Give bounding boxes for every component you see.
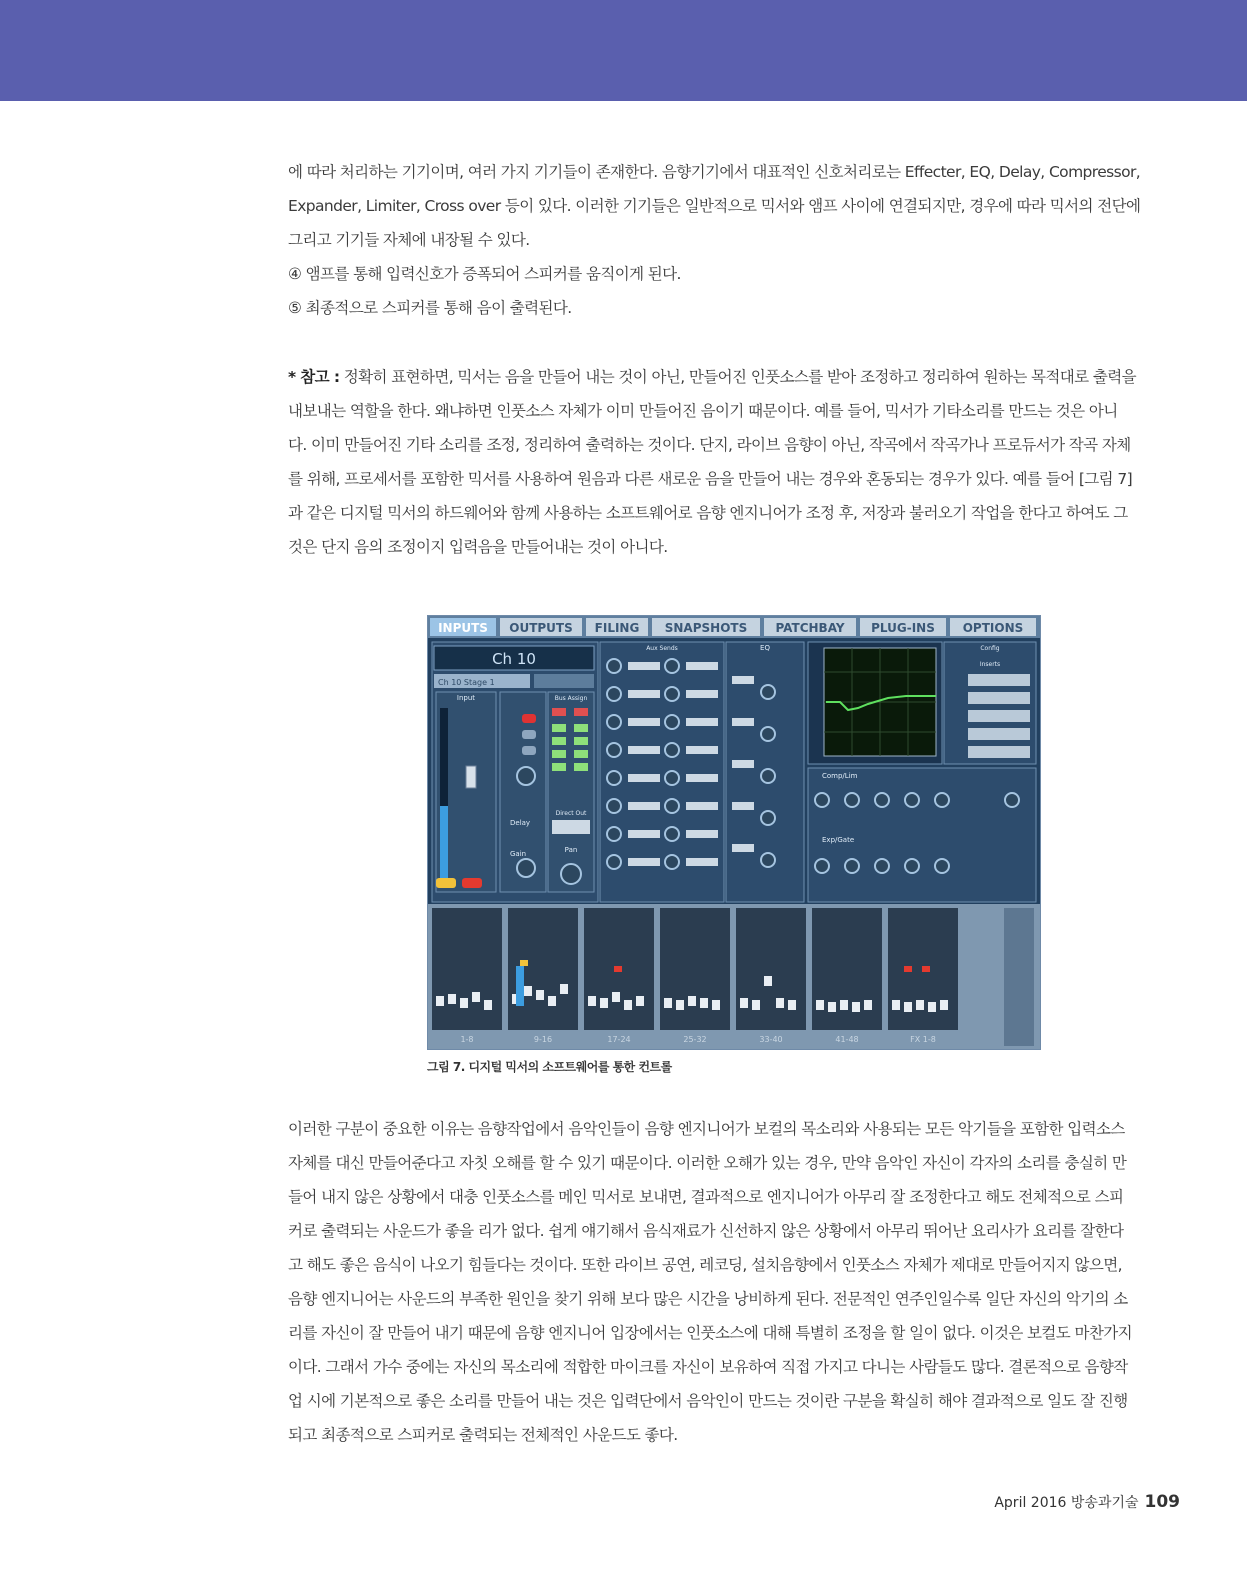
channel-name: Ch 10 — [492, 650, 536, 668]
text-line: 되고 최종적으로 스피커로 출력되는 전체적인 사운드도 좋다. — [288, 1426, 678, 1444]
text-line: 이러한 구분이 중요한 이유는 음향작업에서 음악인들이 음향 엔지니어가 보컬의 목소리와 사용되는 모든 악기들을 포함한 입력소스 — [288, 1120, 1125, 1138]
bank-label: 1-8 — [460, 1035, 474, 1044]
text-line: 리를 자신이 잘 만들어 내기 때문에 음향 엔지니어 입장에서는 인풋소스에 대해 특별히 조정을 할 일이 없다. 이것은 보컬도 마찬가지 — [288, 1324, 1132, 1342]
tab-snapshots-label: SNAPSHOTS — [664, 621, 748, 635]
channel-sub: Ch 10 Stage 1 — [438, 678, 495, 687]
section-bus-assign: Bus Assign — [554, 695, 588, 702]
issue-label: April 2016 방송과기술 — [994, 1495, 1139, 1511]
text-line: 들어 내지 않은 상황에서 대충 인풋소스를 메인 믹서로 보내면, 결과적으로 엔지니어가 아무리 잘 조정한다고 해도 전체적으로 스피 — [288, 1188, 1124, 1206]
section-pan: Pan — [564, 846, 578, 854]
bank-label: FX 1-8 — [910, 1035, 936, 1044]
section-eq: EQ — [760, 644, 770, 652]
bank-label: 25-32 — [683, 1035, 707, 1044]
bank-label: 9-16 — [533, 1035, 553, 1044]
mixer-screenshot — [427, 615, 1041, 1050]
text-line: 자체를 대신 만들어준다고 자칫 오해를 할 수 있기 때문이다. 이러한 오해가 있는 경우, 만약 음악인 자신이 각자의 소리를 충실히 만 — [288, 1154, 1127, 1172]
note-paragraph — [288, 360, 1180, 564]
section-input: Input — [456, 694, 476, 702]
note-label: * 참고 : — [288, 368, 340, 386]
text-line: 를 위해, 프로세서를 포함한 믹서를 사용하여 원음과 다른 새로운 음을 만들어 내는 경우와 혼동되는 경우가 있다. 예를 들어 [그림 7] — [288, 470, 1133, 488]
section-direct-out: Direct Out — [555, 810, 587, 817]
section-delay: Delay — [510, 819, 531, 827]
section-exp-gate: Exp/Gate — [822, 836, 855, 844]
section-comp-lim: Comp/Lim — [822, 772, 858, 780]
page-footer — [994, 1492, 1180, 1512]
tab-patchbay-label: PATCHBAY — [775, 621, 845, 635]
bank-label: 17-24 — [607, 1035, 631, 1044]
tab-plugins-label: PLUG-INS — [871, 621, 935, 635]
text-line: 다. 이미 만들어진 기타 소리를 조정, 정리하여 출력하는 것이다. 단지, 라이브 음향이 아닌, 작곡에서 작곡가나 프로듀서가 작곡 자체 — [288, 436, 1131, 454]
bank-label: 33-40 — [759, 1035, 783, 1044]
input-fader[interactable] — [466, 766, 476, 788]
header-band — [0, 0, 1247, 101]
figure-caption: 그림 7. 디지털 믹서의 소프트웨어를 통한 컨트롤 — [427, 1060, 672, 1074]
section-aux-sends: Aux Sends — [646, 645, 678, 652]
text-line: 커로 출력되는 사운드가 좋을 리가 없다. 쉽게 얘기해서 음식재료가 신선하지 않은 상황에서 아무리 뛰어난 요리사가 요리를 잘한다 — [288, 1222, 1124, 1240]
list-item-5: ⑤ 최종적으로 스피커를 통해 음이 출력된다. — [288, 299, 572, 317]
text-line: 고 해도 좋은 음식이 나오기 힘들다는 것이다. 또한 라이브 공연, 레코딩, 설치음향에서 인풋소스 자체가 제대로 만들어지지 않으면, — [288, 1256, 1122, 1274]
text-line: 과 같은 디지털 믹서의 하드웨어와 함께 사용하는 소프트웨어로 음향 엔지니어가 조정 후, 저장과 불러오기 작업을 한다고 하여도 그 — [288, 504, 1128, 522]
text-line: 것은 단지 음의 조정이지 입력음을 만들어내는 것이 아니다. — [288, 538, 668, 556]
section-inserts: Inserts — [979, 661, 1001, 668]
tab-filing-label: FILING — [594, 621, 640, 635]
bank-label: 41-48 — [835, 1035, 859, 1044]
text-line: 에 따라 처리하는 기기이며, 여러 가지 기기들이 존재한다. 음향기기에서 대표적인 신호처리로는 Effecter, EQ, Delay, Compressor, — [288, 163, 1141, 181]
text-line: 이다. 그래서 가수 중에는 자신의 목소리에 적합한 마이크를 자신이 보유하여 직접 가지고 다니는 사람들도 많다. 결론적으로 음향작 — [288, 1358, 1128, 1376]
paragraph-1 — [288, 155, 1180, 325]
text-line: 그리고 기기들 자체에 내장될 수 있다. — [288, 231, 530, 249]
note-first-line: 정확히 표현하면, 믹서는 음을 만들어 내는 것이 아닌, 만들어진 인풋소스를 받아 조정하고 정리하여 원하는 목적대로 출력을 — [339, 368, 1136, 386]
tab-outputs-label: OUTPUTS — [509, 621, 573, 635]
list-item-4: ④ 앰프를 통해 입력신호가 증폭되어 스피커를 움직이게 된다. — [288, 265, 681, 283]
tab-inputs-label: INPUTS — [438, 621, 488, 635]
text-line: 업 시에 기본적으로 좋은 소리를 만들어 내는 것은 입력단에서 음악인이 만드는 것이란 구분을 확실히 해야 결과적으로 일도 잘 진행 — [288, 1392, 1128, 1410]
paragraph-2 — [288, 1112, 1180, 1452]
text-line — [288, 360, 1180, 394]
text-line: Expander, Limiter, Cross over 등이 있다. 이러한 기기들은 일반적으로 믹서와 앰프 사이에 연결되지만, 경우에 따라 믹서의 전단에 — [288, 197, 1141, 215]
tab-bar — [430, 618, 1036, 636]
text-line: 음향 엔지니어는 사운드의 부족한 원인을 찾기 위해 보다 많은 시간을 낭비하게 된다. 전문적인 연주인일수록 일단 자신의 악기의 소 — [288, 1290, 1128, 1308]
tab-options-label: OPTIONS — [962, 621, 1024, 635]
page-number: 109 — [1144, 1492, 1180, 1512]
section-config: Config — [980, 645, 1000, 652]
section-gain: Gain — [510, 850, 527, 858]
text-line: 내보내는 역할을 한다. 왜냐하면 인풋소스 자체가 이미 만들어진 음이기 때문이다. 예를 들어, 믹서가 기타소리를 만드는 것은 아니 — [288, 402, 1118, 420]
